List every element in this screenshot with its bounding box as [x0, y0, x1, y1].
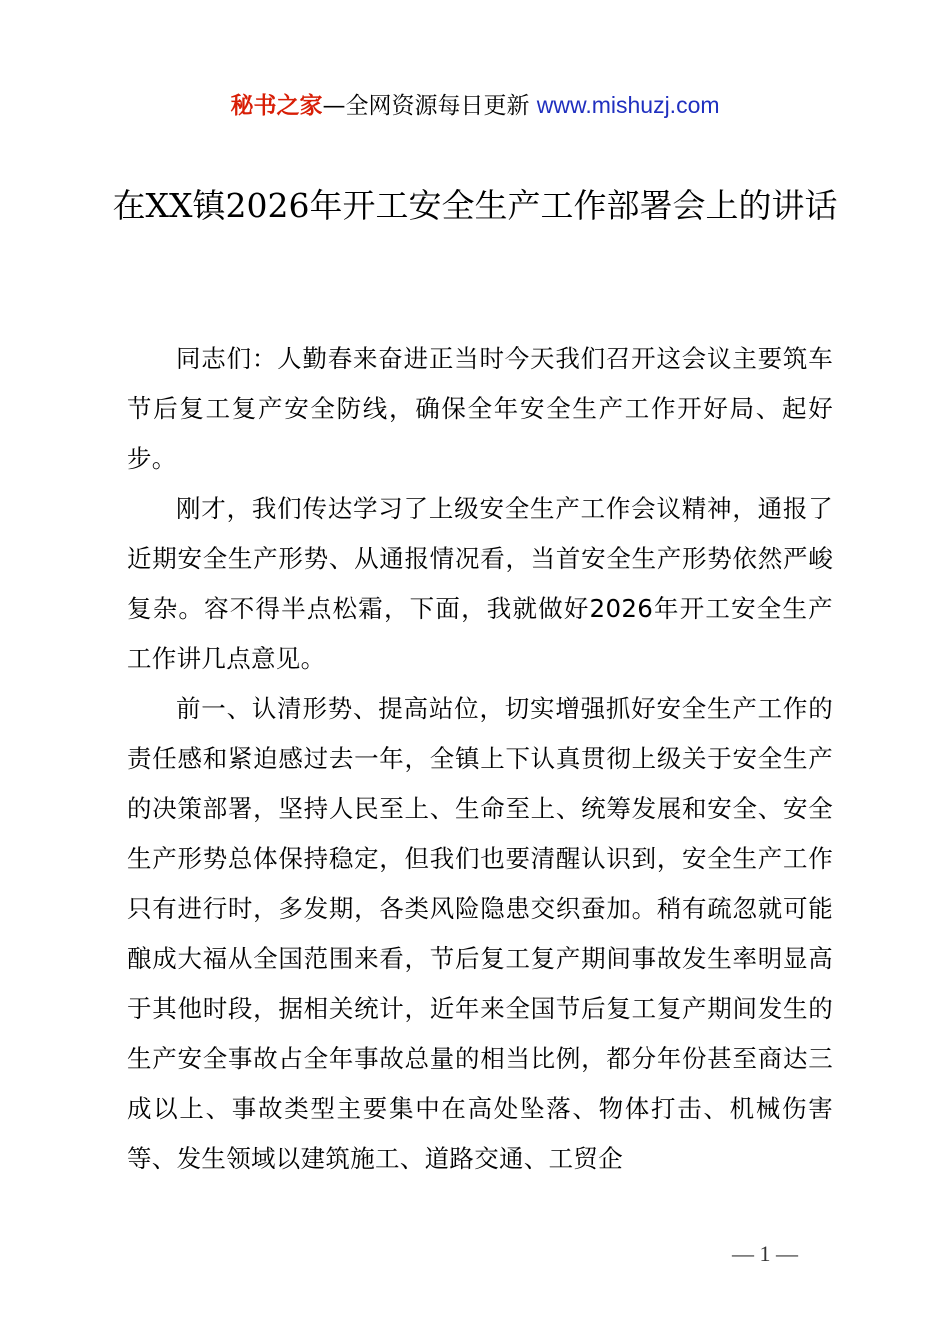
paragraph: 同志们：人勤春来奋进正当时今天我们召开这会议主要筑车节后复工复产安全防线，确保全年安全生产工作开好局、起好步。 [127, 344, 833, 473]
page-number: — 1 — [732, 1241, 798, 1266]
site-tagline: —全网资源每日更新 [322, 93, 537, 119]
paragraph: 刚才，我们传达学习了上级安全生产工作会议精神，通报了近期安全生产形势、从通报情况看，当首安全生产形势依然严峻复杂。容不得半点松霜，下面，我就做好2026年开工安全生产工作讲几点意见。 [127, 494, 833, 673]
paragraph: 前一、认清形势、提高站位，切实增强抓好安全生产工作的责任感和紧迫感过去一年，全镇上下认真贯彻上级关于安全生产的决策部署，坚持人民至上、生命至上、统筹发展和安全、安全生产形势总体保持稳定，但我们也要清醒认识到，安全生产工作只有进行时，多发期，各类风险隐患交织蚕加。稍有疏忽就可能酿成大福从全国范围来看，节后复工复产期间事故发生率明显高于其他时段，据相关统计，近年来全国节后复工复产期间发生的生产安全事故占全年事故总量的相当比例，都分年份甚至商达三成以上、事故类型主要集中在高处坠落、物体打击、机械伤害等、发生领域以建筑施工、道路交通、工贸企 [127, 694, 833, 1173]
site-url-link[interactable]: www.mishuzj.com [536, 92, 720, 118]
site-header [0, 88, 950, 123]
document-body [127, 334, 833, 1184]
site-brand: 秘书之家 [230, 93, 323, 119]
document-title: 在XX镇2026年开工安全生产工作部署会上的讲话 [112, 186, 838, 225]
